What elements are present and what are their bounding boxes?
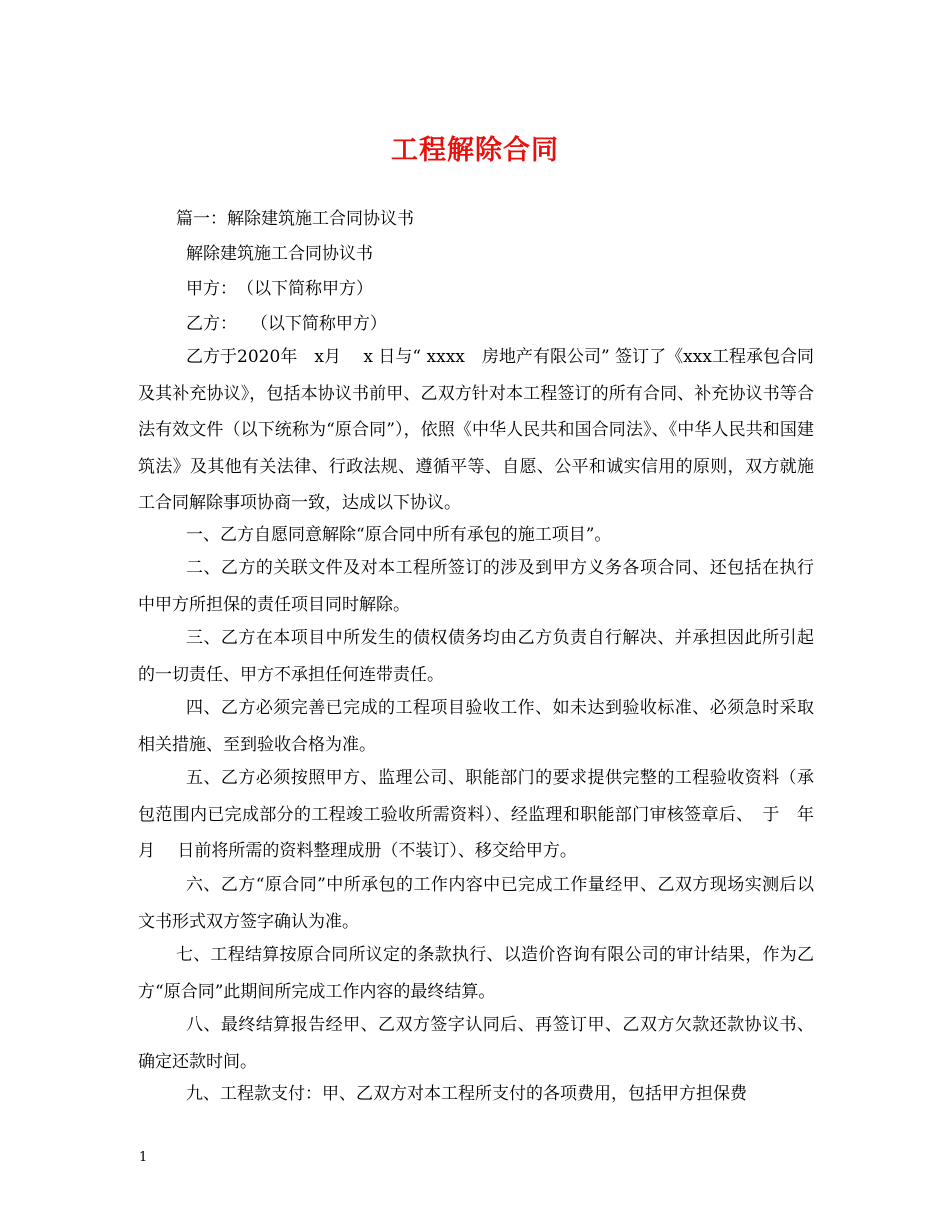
document-title: 工程解除合同 bbox=[391, 135, 559, 166]
page-number: 1 bbox=[139, 1150, 148, 1165]
section-heading: 篇一：解除建筑施工合同协议书 bbox=[176, 209, 414, 229]
clause-4: 四、乙方必须完善已完成的工程项目验收工作、如未达到验收标准、必须急时采取相关措施、至到验收合格为准。 bbox=[138, 698, 814, 755]
clause-5: 五、乙方必须按照甲方、监理公司、职能部门的要求提供完整的工程验收资料（承包范围内已完成部分的工程竣工验收所需资料）、经监理和职能部门审核签章后、 于 年月 日前将所需的资料整理成册（不装订）、移交给甲方。 bbox=[138, 768, 814, 861]
clause-7: 七、工程结算按原合同所议定的条款执行、以造价咨询有限公司的审计结果，作为乙方“原合同”此期间所完成工作内容的最终结算。 bbox=[138, 945, 814, 1002]
clause-8: 八、最终结算报告经甲、乙双方签字认同后、再签订甲、乙双方欠款还款协议书、确定还款时间。 bbox=[138, 1015, 814, 1072]
clause-2: 二、乙方的关联文件及对本工程所签订的涉及到甲方义务各项合同、还包括在执行中甲方所担保的责任项目同时解除。 bbox=[138, 558, 814, 615]
party-b-line: 乙方： （以下简称甲方） bbox=[186, 314, 387, 334]
clause-9: 九、工程款支付：甲、乙双方对本工程所支付的各项费用，包括甲方担保费 bbox=[186, 1084, 747, 1104]
party-a-line: 甲方： （以下简称甲方） bbox=[186, 279, 373, 299]
clause-1: 一、乙方自愿同意解除“原合同中所有承包的施工项目”。 bbox=[186, 525, 612, 545]
agreement-title: 解除建筑施工合同协议书 bbox=[186, 244, 373, 264]
intro-paragraph: 乙方于2020年 x月 x 日与“ xxxx 房地产有限公司” 签订了《xxx工程承包合同及其补充协议》，包括本协议书前甲、乙双方针对本工程签订的所有合同、补充协议书等合法有效文件（以下统称为“原合同”），依照《中华人民共和国合同法》、《中华人民共和国建筑法》及其他有关法律、行政法规、遵循平等、自愿、公平和诚实信用的原则，双方就施工合同解除事项协商一致，达成以下协议。 bbox=[138, 347, 814, 513]
clause-6: 六、乙方“原合同”中所承包的工作内容中已完成工作量经甲、乙双方现场实测后以文书形式双方签字确认为准。 bbox=[138, 875, 814, 932]
clause-3: 三、乙方在本项目中所发生的债权债务均由乙方负责自行解决、并承担因此所引起的一切责任、甲方不承担任何连带责任。 bbox=[138, 628, 814, 685]
